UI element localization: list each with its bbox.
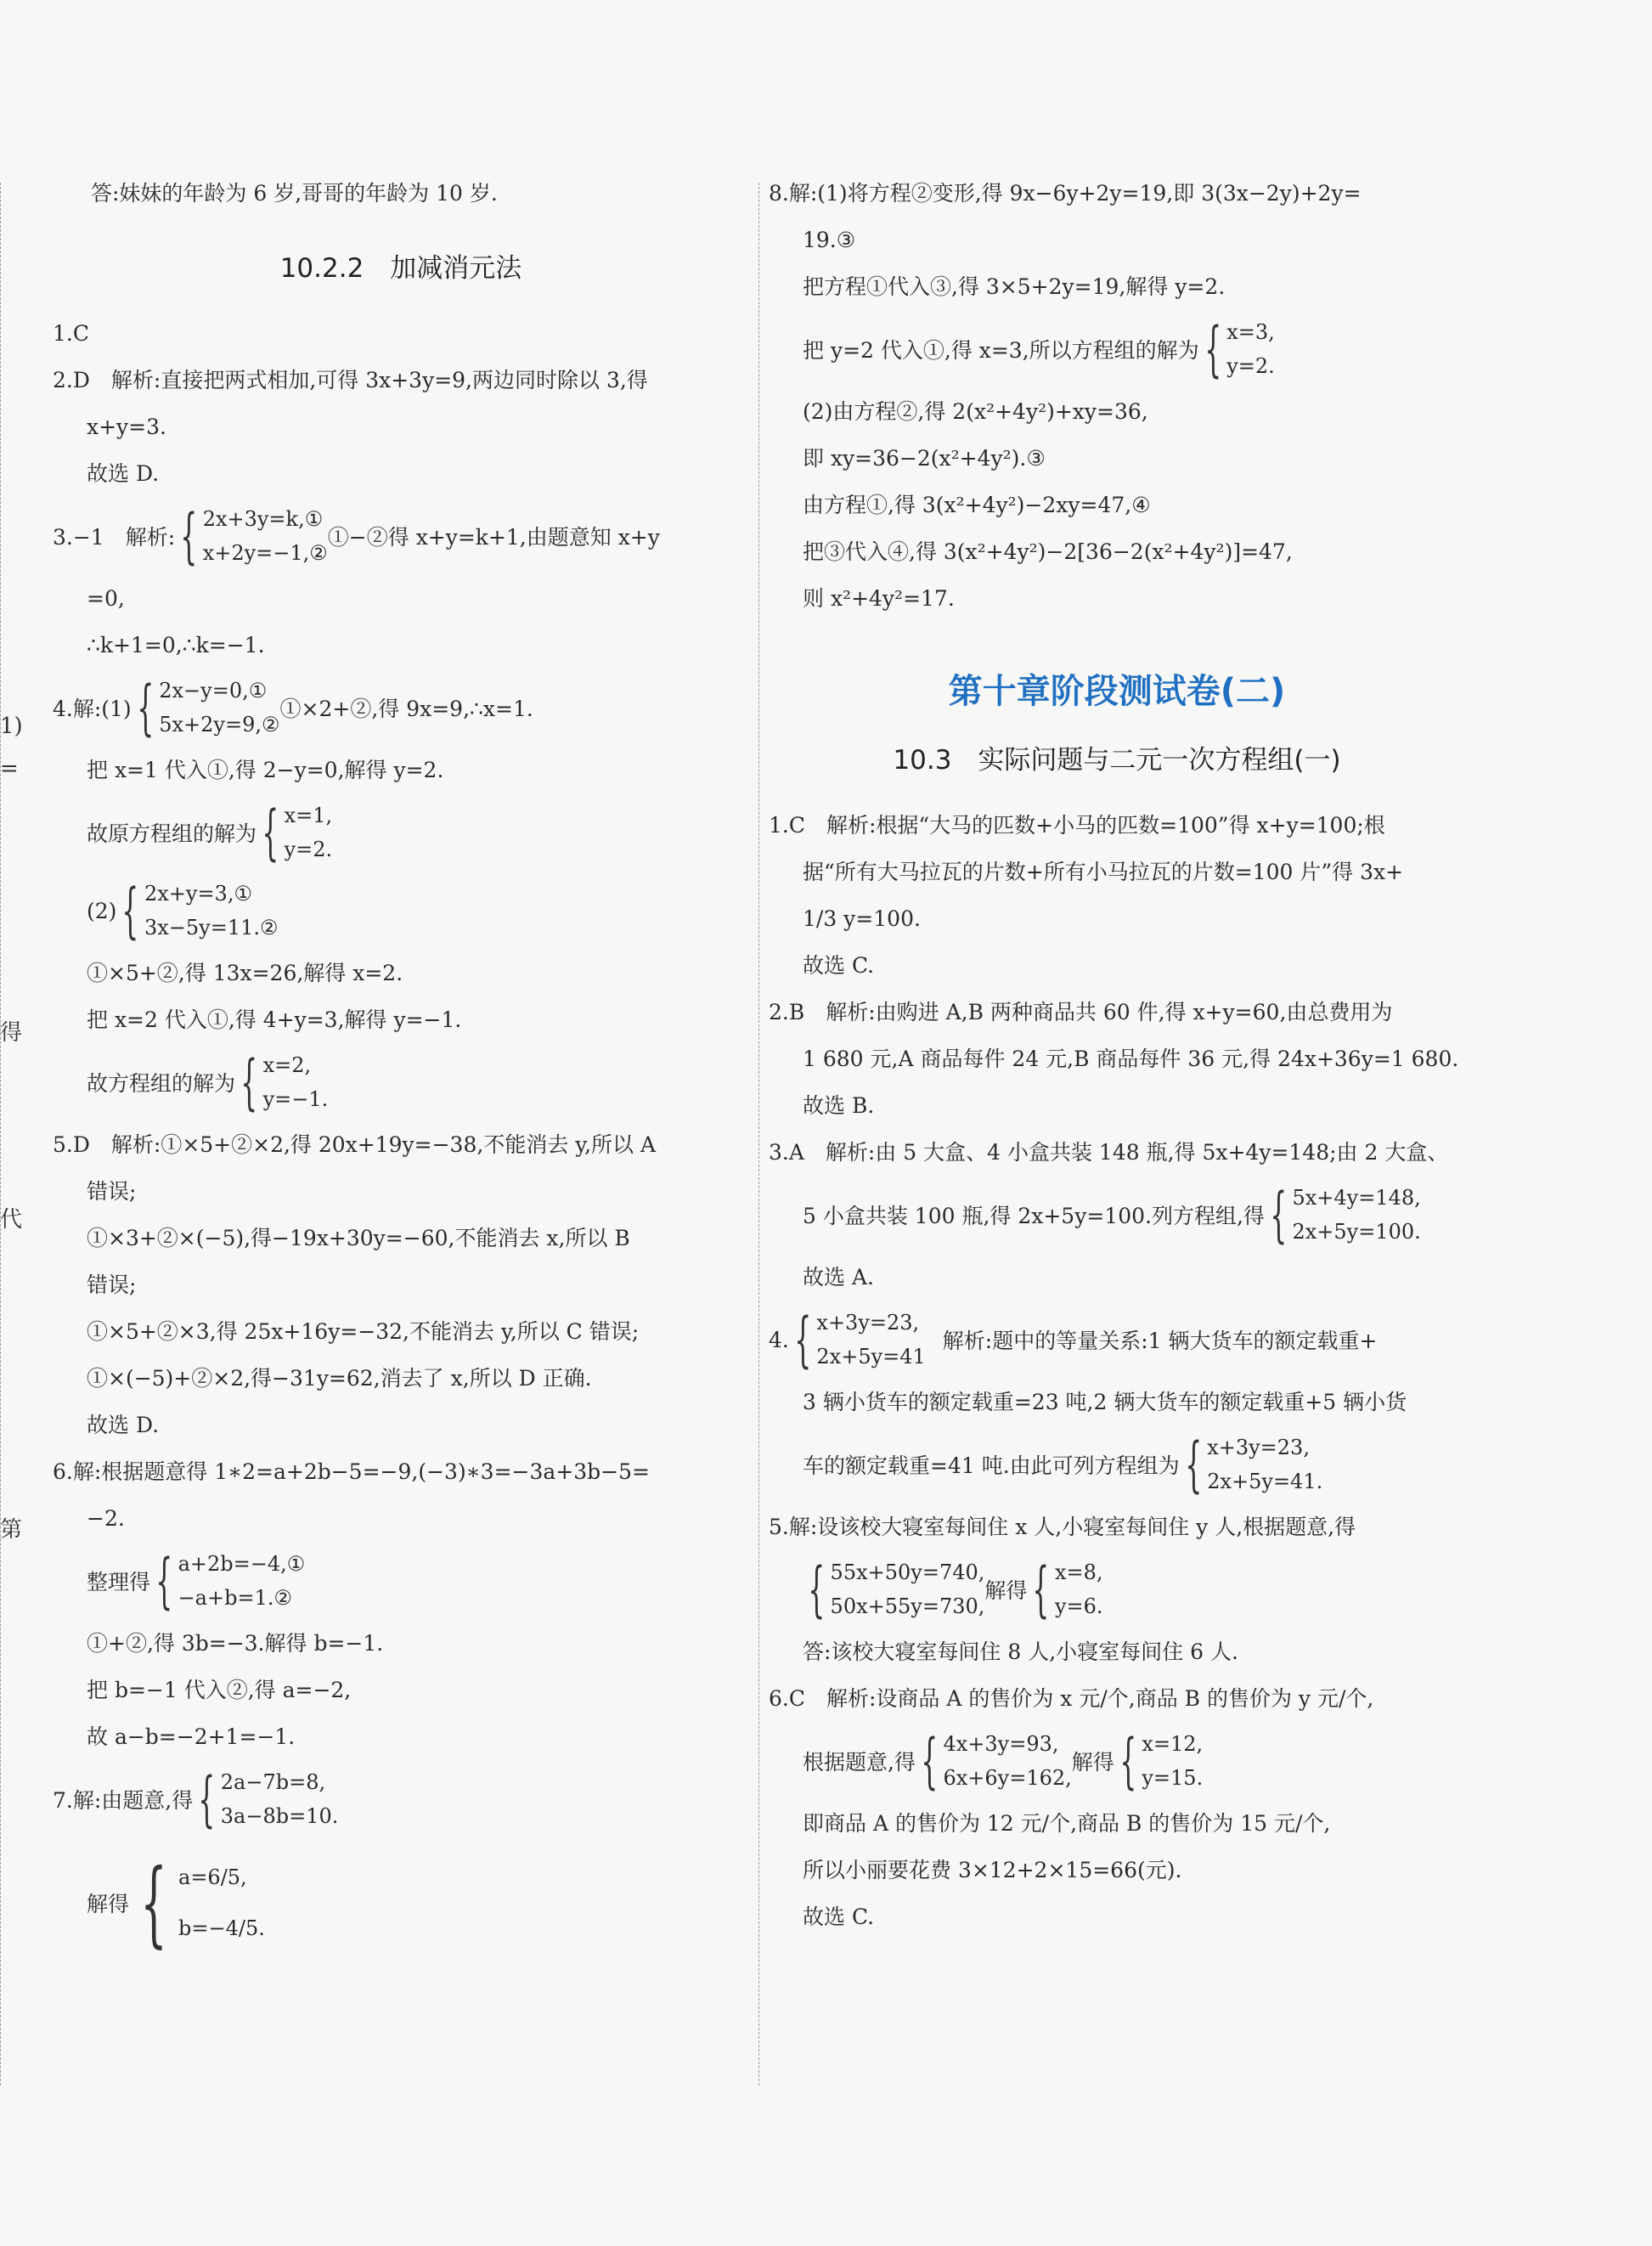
edge-fragment: 代 <box>0 1207 23 1233</box>
equation-system: { x=3, y=2. <box>1204 314 1275 384</box>
edge-fragment: 第 <box>0 1517 23 1543</box>
equation: 50x+55y=730, <box>830 1594 985 1618</box>
equation: 2x−y=0,① <box>159 679 268 703</box>
equation-system: { 5x+4y=148, 2x+5y=100. <box>1270 1180 1421 1250</box>
answer-r1-line: 据“所有大马拉瓦的片数+所有小马拉瓦的片数=100 片”得 3x+ <box>803 860 1404 884</box>
equation-system: { 4x+3y=93, 6x+6y=162, <box>921 1726 1072 1796</box>
answer-r4-system2 <box>769 1425 1465 1504</box>
edge-fragment: = <box>0 756 19 782</box>
answer-6-line: ①+②,得 3b=−3.解得 b=−1. <box>87 1631 384 1656</box>
equation: y=2. <box>1226 354 1275 378</box>
answer-r3-system <box>769 1176 1465 1254</box>
answer-r4-prefix: 4. <box>769 1327 789 1352</box>
solution-prefix: 故方程组的解为 <box>87 1071 236 1096</box>
answer-r1-line: 故选 C. <box>803 953 875 978</box>
answer-r6-line: 故选 C. <box>803 1905 875 1929</box>
answer-5-line: 5.D 解析:①×5+②×2,得 20x+19y=−38,不能消去 y,所以 A <box>53 1132 657 1157</box>
answer-3-line: =0, <box>87 586 125 611</box>
answer-4-prefix: 4.解:(1) <box>53 697 132 721</box>
answer-5-line: 故选 D. <box>87 1413 160 1437</box>
answer-4-system <box>53 669 749 747</box>
equation-system: { 2x−y=0,① 5x+2y=9,② <box>136 673 280 742</box>
equation: a=6/5, <box>178 1865 247 1889</box>
edge-fragment: 得 <box>0 1020 23 1046</box>
answer-6-line: 6.解:根据题意得 1∗2=a+2b−5=−9,(−3)∗3=−3a+3b−5= <box>53 1459 650 1484</box>
answer-4-line: 把 x=1 代入①,得 2−y=0,解得 y=2. <box>87 758 444 782</box>
answer-4-solution <box>53 793 749 872</box>
answer-6-system <box>53 1542 749 1620</box>
equation: x+2y=−1,② <box>202 541 328 565</box>
answer-r4-suffix: 解析:题中的等量关系:1 辆大货车的额定载重+ <box>942 1329 1378 1353</box>
equation-system: { x=8, y=6. <box>1032 1555 1103 1624</box>
equation: a+2b=−4,① <box>178 1552 306 1576</box>
system-prefix: 车的额定载重=41 吨.由此可列方程组为 <box>803 1453 1180 1478</box>
answer-4-line: ①×5+②,得 13x=26,解得 x=2. <box>87 961 403 985</box>
answer-2-line: 2.D 解析:直接把两式相加,可得 3x+3y=9,两边同时除以 3,得 <box>53 368 648 392</box>
answer-r1-line: 1/3 y=100. <box>803 906 921 931</box>
answer-r2-line: 1 680 元,A 商品每件 24 元,B 商品每件 36 元,得 24x+36y=1 680. <box>803 1047 1459 1071</box>
equation: 2x+5y=41 <box>816 1345 926 1368</box>
answer-r5-line: 答:该校大寝室每间住 8 人,小寝室每间住 6 人. <box>803 1639 1238 1664</box>
answer-7-solution <box>53 1847 749 1959</box>
answer-5-line: ①×(−5)+②×2,得−31y=62,消去了 x,所以 D 正确. <box>87 1366 592 1391</box>
answer-8-line: 19.③ <box>803 228 856 252</box>
equation-system: { 55x+50y=740, 50x+55y=730, <box>808 1555 985 1624</box>
equation: x=3, <box>1226 320 1275 344</box>
equation: 2x+3y=k,① <box>202 507 324 531</box>
equation: y=−1. <box>262 1087 329 1111</box>
answer-8-line: 即 xy=36−2(x²+4y²).③ <box>803 446 1046 471</box>
equation: 55x+50y=740, <box>830 1560 985 1584</box>
answer-3-line: ∴k+1=0,∴k=−1. <box>87 633 265 657</box>
answer-5-line: 错误; <box>87 1273 137 1297</box>
intro-answer: 答:妹妹的年龄为 6 岁,哥哥的年龄为 10 岁. <box>91 181 498 206</box>
answer-5-line: ①×3+②×(−5),得−19x+30y=−60,不能消去 x,所以 B <box>87 1226 630 1250</box>
equation: 2x+y=3,① <box>144 882 252 906</box>
equation-system: { x=12, y=15. <box>1119 1726 1204 1796</box>
answer-5-line: 错误; <box>87 1179 137 1204</box>
answer-r4-system <box>769 1301 1465 1379</box>
equation-system: { 2x+y=3,① 3x−5y=11.② <box>121 876 279 945</box>
equation: 4x+3y=93, <box>943 1732 1059 1756</box>
right-column <box>769 170 1465 1940</box>
answer-r6-system <box>769 1722 1465 1800</box>
section-title: 10.3 实际问题与二元一次方程组(一) <box>893 745 1341 776</box>
equation: x=12, <box>1142 1732 1204 1756</box>
answer-6-line: 把 b=−1 代入②,得 a=−2, <box>87 1678 352 1702</box>
equation: x+3y=23, <box>1207 1436 1310 1459</box>
answer-4-suffix: ①×2+②,得 9x=9,∴x=1. <box>279 697 533 721</box>
equation-system: { a=6/5, b=−4/5. <box>140 1848 265 1957</box>
equation: x=1, <box>284 804 333 827</box>
equation-system: { x=1, y=2. <box>262 798 333 867</box>
answer-r2-line: 故选 B. <box>803 1093 875 1118</box>
answer-r6-line: 即商品 A 的售价为 12 元/个,商品 B 的售价为 15 元/个, <box>803 1811 1331 1836</box>
solution-prefix: 把 y=2 代入①,得 x=3,所以方程组的解为 <box>803 338 1199 363</box>
left-margin-line <box>0 183 1 2085</box>
answer-r1-line: 1.C 解析:根据“大马的匹数+小马的匹数=100”得 x+y=100;根 <box>769 813 1385 838</box>
answer-r5-system <box>769 1550 1465 1628</box>
edge-fragment: 1) <box>0 714 23 739</box>
equation: y=2. <box>284 838 333 861</box>
equation: y=15. <box>1142 1766 1204 1790</box>
equation: 2x+5y=41. <box>1207 1470 1323 1493</box>
equation: 2x+5y=100. <box>1292 1220 1421 1244</box>
equation: x=2, <box>262 1053 312 1077</box>
answer-8-line: 则 x²+4y²=17. <box>803 586 955 611</box>
answer-1: 1.C <box>53 321 89 346</box>
equation-system: { x=2, y=−1. <box>240 1047 329 1117</box>
system-prefix: 根据题意,得 <box>803 1750 916 1775</box>
answer-4-solution <box>53 1043 749 1121</box>
equation-system: { a+2b=−4,① −a+b=1.② <box>155 1546 306 1616</box>
equation: b=−4/5. <box>178 1916 265 1940</box>
answer-8-line: (2)由方程②,得 2(x²+4y²)+xy=36, <box>803 399 1148 424</box>
answer-8-line: 由方程①,得 3(x²+4y²)−2xy=47,④ <box>803 493 1151 517</box>
answer-8-line: 8.解:(1)将方程②变形,得 9x−6y+2y=19,即 3(3x−2y)+2y= <box>769 181 1362 206</box>
column-divider <box>758 183 759 2085</box>
answer-7-system <box>53 1760 749 1838</box>
answer-r3-line: 故选 A. <box>803 1265 874 1289</box>
equation: 5x+4y=148, <box>1292 1186 1421 1210</box>
equation: y=6. <box>1054 1594 1103 1618</box>
equation: x=8, <box>1054 1560 1103 1584</box>
answer-6-line: −2. <box>87 1506 125 1531</box>
equation: 5x+2y=9,② <box>159 713 280 736</box>
equation-system: { x+3y=23, 2x+5y=41 <box>794 1305 926 1374</box>
answer-5-line: ①×5+②×3,得 25x+16y=−32,不能消去 y,所以 C 错误; <box>87 1319 640 1344</box>
part-prefix: (2) <box>87 898 117 923</box>
solve-label: 解得 <box>984 1578 1028 1603</box>
solve-label: 解得 <box>1071 1750 1114 1775</box>
answer-2-line: 故选 D. <box>87 461 160 486</box>
answer-4-line: 把 x=2 代入①,得 4+y=3,解得 y=−1. <box>87 1007 462 1032</box>
answer-r6-line: 6.C 解析:设商品 A 的售价为 x 元/个,商品 B 的售价为 y 元/个, <box>769 1686 1374 1711</box>
equation-system: { 2x+3y=k,① x+2y=−1,② <box>180 501 328 571</box>
equation: 6x+6y=162, <box>943 1766 1072 1790</box>
equation-system: { 2a−7b=8, 3a−8b=10. <box>198 1764 339 1834</box>
answer-6-line: 故 a−b=−2+1=−1. <box>87 1724 296 1749</box>
answer-2-line: x+y=3. <box>87 415 166 439</box>
answer-8-line: 把方程①代入③,得 3×5+2y=19,解得 y=2. <box>803 274 1226 299</box>
left-column <box>53 170 749 1959</box>
answer-r3-line: 3.A 解析:由 5 大盒、4 小盒共装 148 瓶,得 5x+4y=148;由 2 大盒、 <box>769 1140 1449 1165</box>
equation: x+3y=23, <box>816 1311 920 1335</box>
answer-3-suffix: ①−②得 x+y=k+1,由题意知 x+y <box>327 525 660 550</box>
answer-r5-line: 5.解:设该校大寝室每间住 x 人,小寝室每间住 y 人,根据题意,得 <box>769 1515 1356 1539</box>
answer-r2-line: 2.B 解析:由购进 A,B 两种商品共 60 件,得 x+y=60,由总费用为 <box>769 1000 1393 1024</box>
equation: 3x−5y=11.② <box>144 916 279 940</box>
equation: 2a−7b=8, <box>220 1770 326 1794</box>
system-prefix: 整理得 <box>87 1570 151 1594</box>
answer-r4-line: 3 辆小货车的额定载重=23 吨,2 辆大货车的额定载重+5 辆小货 <box>803 1390 1407 1414</box>
answer-r6-line: 所以小丽要花费 3×12+2×15=66(元). <box>803 1858 1182 1882</box>
system-prefix: 5 小盒共装 100 瓶,得 2x+5y=100.列方程组,得 <box>803 1204 1265 1228</box>
answer-8-line: 把③代入④,得 3(x²+4y²)−2[36−2(x²+4y²)]=47, <box>803 539 1293 564</box>
answer-3-prefix: 3.−1 解析: <box>53 525 176 550</box>
equation: −a+b=1.② <box>178 1586 292 1610</box>
answer-4-part2-system <box>53 872 749 950</box>
equation: 3a−8b=10. <box>220 1804 339 1828</box>
chapter-title: 第十章阶段测试卷(二) <box>948 672 1286 711</box>
section-title: 10.2.2 加减消元法 <box>279 253 522 284</box>
answer-3-system <box>53 497 749 575</box>
answer-8-solution <box>769 310 1465 388</box>
equation-system: { x+3y=23, 2x+5y=41. <box>1184 1430 1323 1499</box>
answer-7-prefix: 7.解:由题意,得 <box>53 1788 194 1813</box>
solution-prefix: 故原方程组的解为 <box>87 821 257 846</box>
solution-prefix: 解得 <box>87 1892 130 1916</box>
